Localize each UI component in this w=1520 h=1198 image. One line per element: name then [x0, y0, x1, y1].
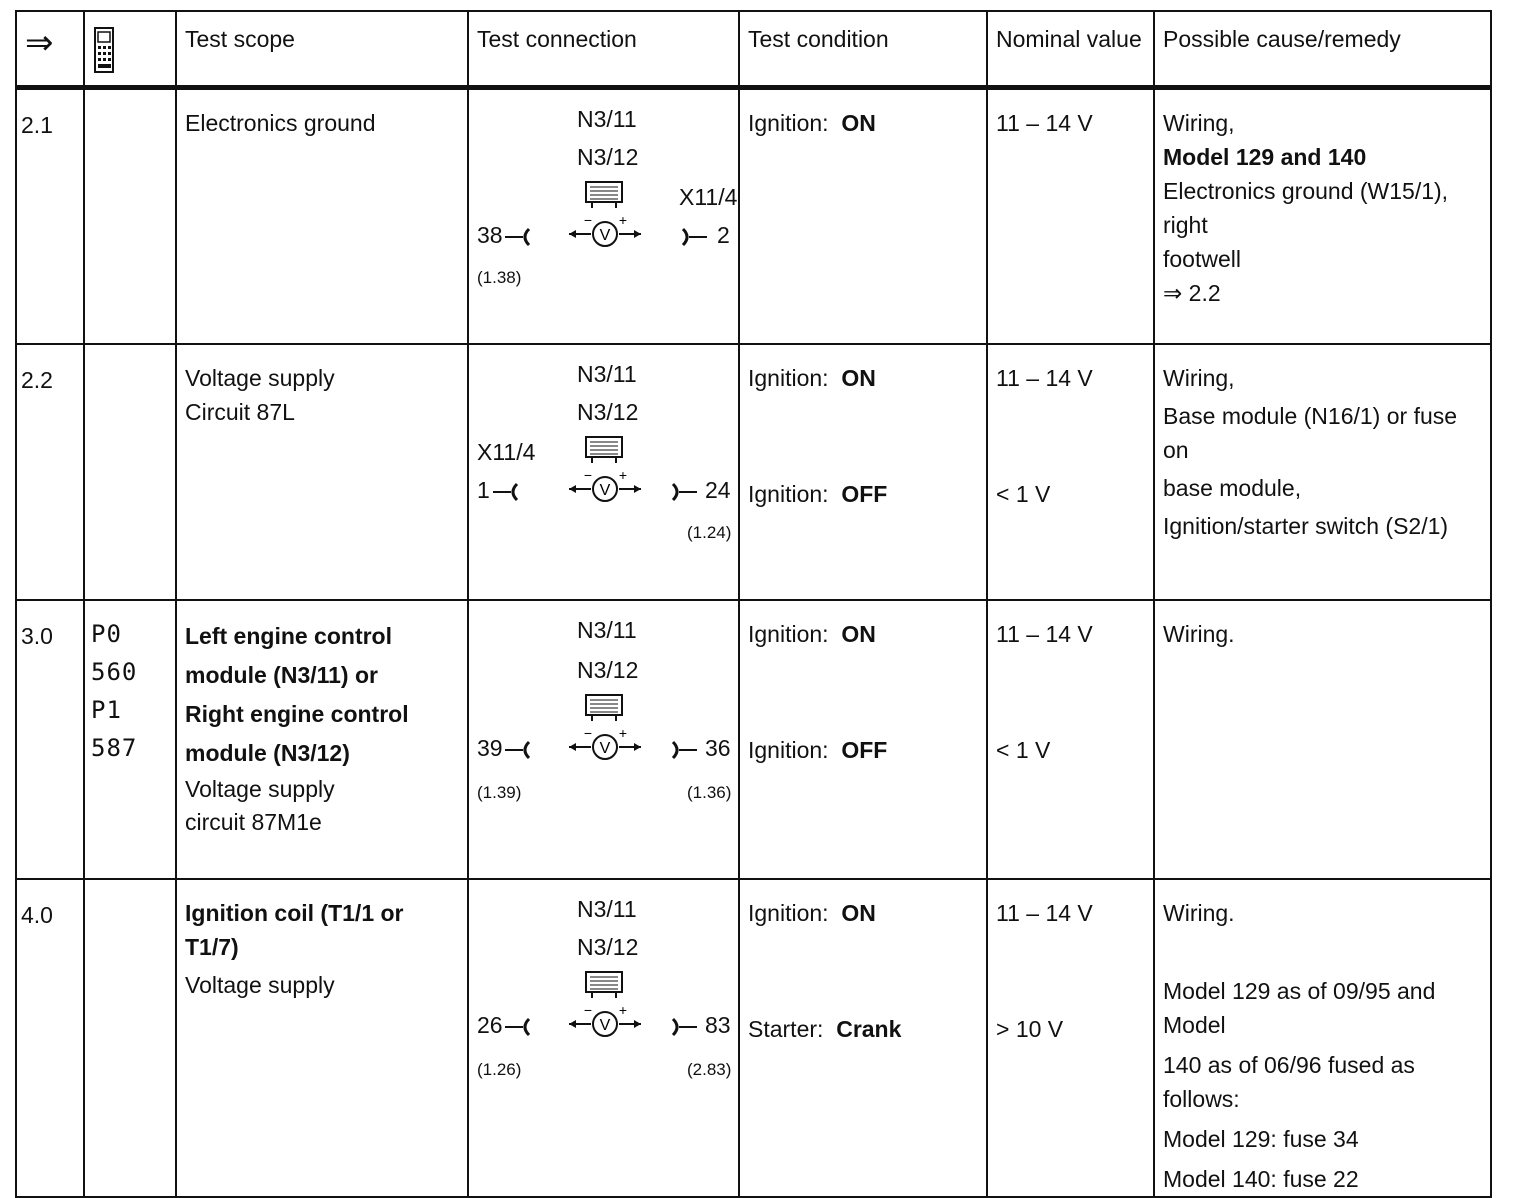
- ecu-icon: [584, 435, 624, 465]
- header-row: [16, 11, 1491, 87]
- step-number: 2.1: [16, 87, 84, 344]
- svg-text:+: +: [618, 727, 628, 741]
- svg-text:V: V: [599, 482, 611, 499]
- table-row: [16, 344, 1491, 600]
- remedy-cell: Wiring.: [1154, 600, 1491, 879]
- remedy-cell: Wiring, Model 129 and 140 Electronics ground (W15/1), right footwell ⇒ 2.2: [1154, 87, 1491, 344]
- remedy-cell: Wiring. Model 129 as of 09/95 and Model 140 as of 06/96 fused as follows: Model 129: fuse 34 Model 140: fuse 22: [1154, 879, 1491, 1197]
- dtc-code: P1 587: [91, 696, 138, 762]
- test-connection-header: Test connection: [468, 11, 739, 87]
- condition-cell: Ignition: ON: [739, 87, 987, 344]
- voltmeter-icon: [567, 469, 643, 507]
- possible-cause-header: Possible cause/remedy: [1154, 11, 1491, 87]
- svg-text:−: −: [583, 727, 593, 741]
- socket-left-icon: [505, 739, 533, 761]
- dtc-cell: [84, 600, 176, 879]
- socket-left-icon: [505, 226, 533, 248]
- connection-cell: N3/11 N3/12 X11/4 38 V − + 2 (1.38): [468, 87, 739, 344]
- condition-cell: Ignition: ON Starter: Crank: [739, 879, 987, 1197]
- step-number: 3.0: [16, 600, 84, 879]
- socket-right-icon: [669, 1016, 697, 1038]
- ecu-icon: [584, 693, 624, 723]
- voltmeter-icon: [567, 727, 643, 765]
- test-table: [15, 10, 1492, 1198]
- svg-text:V: V: [599, 740, 611, 757]
- scope-cell: Electronics ground: [176, 87, 468, 344]
- socket-left-icon: [505, 1016, 533, 1038]
- scope-cell: Left engine control module (N3/11) or Right engine control module (N3/12) Voltage supply circuit 87M1e: [176, 600, 468, 879]
- dtc-cell: [84, 879, 176, 1197]
- socket-right-icon: [669, 739, 697, 761]
- nominal-value-header: Nominal value: [987, 11, 1154, 87]
- dtc-cell: [84, 344, 176, 600]
- test-scope-header: Test scope: [176, 11, 468, 87]
- connection-cell: N3/11 N3/12 26 V − + 83 (1.26) (2.83): [468, 879, 739, 1197]
- connection-cell: N3/11 N3/12 X11/4 1 V − + 24 (1.24): [468, 344, 739, 600]
- socket-left-icon: [493, 481, 521, 503]
- svg-text:−: −: [583, 213, 593, 228]
- nominal-cell: 11 – 14 V < 1 V: [987, 344, 1154, 600]
- condition-cell: Ignition: ON Ignition: OFF: [739, 600, 987, 879]
- svg-text:+: +: [618, 213, 628, 228]
- table-row: [16, 600, 1491, 879]
- remedy-cell: Wiring, Base module (N16/1) or fuse on base module, Ignition/starter switch (S2/1): [1154, 344, 1491, 600]
- svg-text:+: +: [618, 469, 628, 483]
- nominal-cell: 11 – 14 V < 1 V: [987, 600, 1154, 879]
- tester-icon: [84, 11, 176, 87]
- connection-cell: N3/11 N3/12 39 V − + 36 (1.39) (1.36): [468, 600, 739, 879]
- voltmeter-icon: [567, 1004, 643, 1042]
- dtc-code: P0 560: [91, 620, 138, 686]
- scope-cell: Ignition coil (T1/1 or T1/7) Voltage supply: [176, 879, 468, 1197]
- nominal-cell: 11 – 14 V > 10 V: [987, 879, 1154, 1197]
- nominal-cell: 11 – 14 V: [987, 87, 1154, 344]
- svg-text:V: V: [599, 1017, 611, 1034]
- test-condition-header: Test condition: [739, 11, 987, 87]
- svg-text:V: V: [599, 226, 611, 244]
- svg-text:−: −: [583, 1004, 593, 1018]
- svg-text:−: −: [583, 469, 593, 483]
- condition-cell: Ignition: ON Ignition: OFF: [739, 344, 987, 600]
- table-row: [16, 879, 1491, 1197]
- socket-right-icon: [679, 226, 707, 248]
- ecu-icon: [584, 970, 624, 1000]
- step-number: 4.0: [16, 879, 84, 1197]
- table-row: [16, 87, 1491, 344]
- dtc-cell: [84, 87, 176, 344]
- svg-text:+: +: [618, 1004, 628, 1018]
- ecu-icon: [584, 180, 624, 210]
- socket-right-icon: [669, 481, 697, 503]
- step-number: 2.2: [16, 344, 84, 600]
- voltmeter-icon: [567, 214, 643, 252]
- arrow-header: ⇒: [16, 11, 84, 87]
- scope-cell: Voltage supply Circuit 87L: [176, 344, 468, 600]
